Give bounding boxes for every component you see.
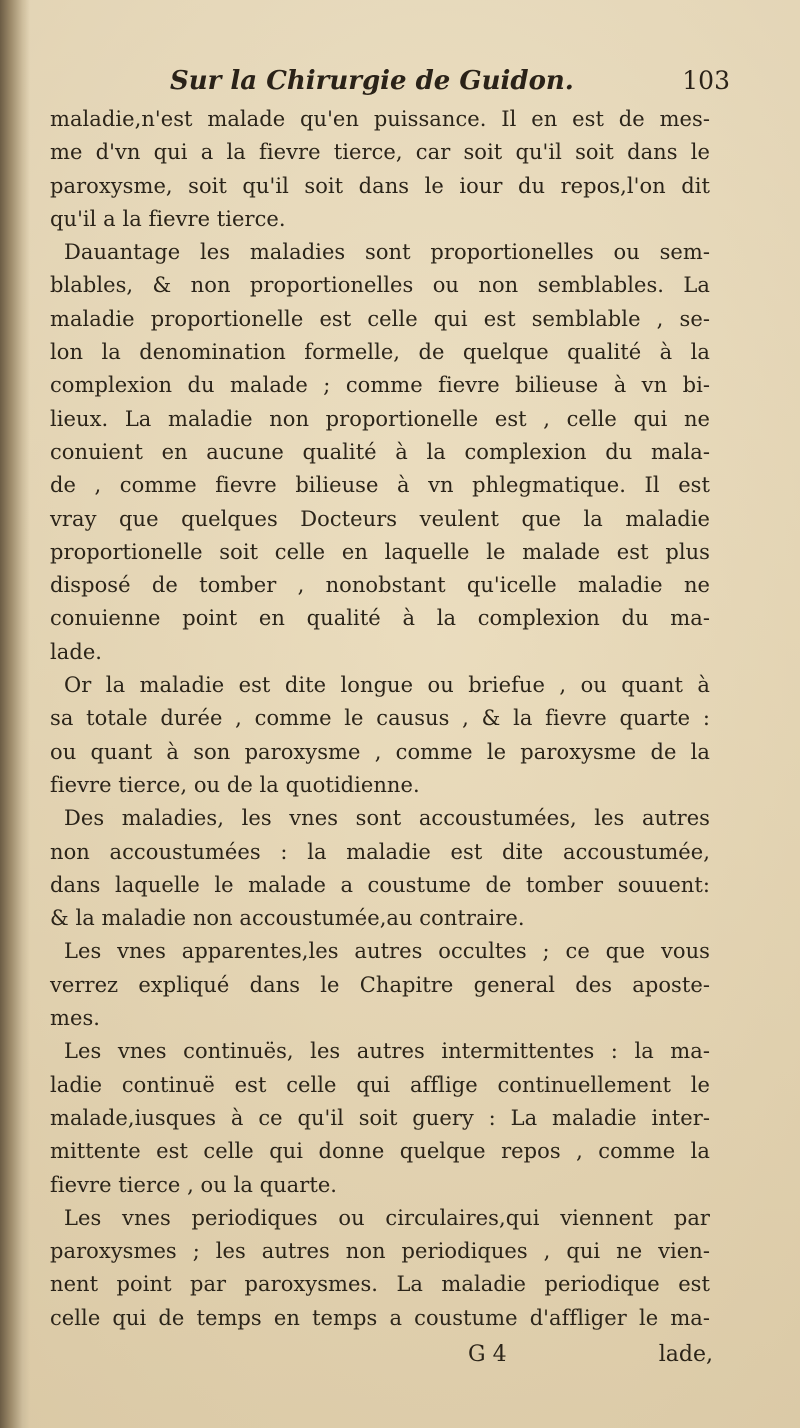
text-line: proportionelle soit celle en laquelle le malade est plus: [50, 539, 710, 564]
text-line: conuienne point en qualité à la complexion du ma-: [50, 606, 710, 631]
text-line: blables, & non proportionelles ou non semblables. La: [50, 273, 710, 298]
text-line: lieux. La maladie non proportionelle est , celle qui ne: [50, 406, 710, 431]
text-line: disposé de tomber , nonobstant qu'icelle maladie ne: [50, 573, 710, 598]
text-line: fievre tierce , ou la quarte.: [50, 1172, 338, 1197]
text-line: Dauantage les maladies sont proportionelles ou sem-: [64, 240, 710, 265]
text-line: complexion du malade ; comme fievre bilieuse à vn bi-: [50, 373, 710, 398]
text-line: dans laquelle le malade a coustume de tomber souuent:: [50, 872, 710, 897]
text-line: paroxysme, soit qu'il soit dans le iour du repos,l'on dit: [50, 173, 710, 198]
text-line: lade.: [50, 639, 103, 664]
text-line: Or la maladie est dite longue ou briefue , ou quant à: [64, 673, 710, 698]
text-line: paroxysmes ; les autres non periodiques , qui ne vien-: [50, 1239, 710, 1264]
text-line: ladie continuë est celle qui afflige continuellement le: [50, 1072, 710, 1097]
text-line: vray que quelques Docteurs veulent que la maladie: [50, 506, 710, 531]
body-text: [50, 103, 710, 1335]
text-line: Les vnes apparentes,les autres occultes ; ce que vous: [64, 939, 710, 964]
text-line: mittente est celle qui donne quelque repos , comme la: [50, 1139, 710, 1164]
text-line: ou quant à son paroxysme , comme le paroxysme de la: [50, 739, 710, 764]
text-line: Des maladies, les vnes sont accoustumées, les autres: [64, 806, 710, 831]
catchword: lade,: [658, 1342, 713, 1367]
text-line: Les vnes continuës, les autres intermittentes : la ma-: [64, 1039, 710, 1064]
page-header: [170, 62, 730, 102]
text-line: mes.: [50, 1006, 100, 1031]
text-line: verrez expliqué dans le Chapitre general des aposte-: [50, 972, 710, 997]
text-line: celle qui de temps en temps a coustume d'affliger le ma-: [50, 1305, 710, 1330]
text-line: non accoustumées : la maladie est dite accoustumée,: [50, 839, 710, 864]
text-line: Les vnes periodiques ou circulaires,qui viennent par: [64, 1205, 710, 1230]
text-line: fievre tierce, ou de la quotidienne.: [50, 772, 420, 797]
text-line: maladie proportionelle est celle qui est semblable , se-: [50, 306, 710, 331]
page-number: 103: [682, 66, 730, 95]
page-footer: [468, 1342, 713, 1376]
text-line: & la maladie non accoustumée,au contraire.: [50, 906, 525, 931]
text-line: nent point par paroxysmes. La maladie periodique est: [50, 1272, 710, 1297]
signature-mark: G 4: [468, 1342, 507, 1367]
text-line: qu'il a la fievre tierce.: [50, 206, 286, 231]
running-title: Sur la Chirurgie de Guidon.: [170, 66, 574, 96]
text-line: sa totale durée , comme le causus , & la fievre quarte :: [50, 706, 710, 731]
text-line: me d'vn qui a la fievre tierce, car soit qu'il soit dans le: [50, 140, 710, 165]
text-line: malade,iusques à ce qu'il soit guery : La maladie inter-: [50, 1105, 710, 1130]
binding-gutter: [0, 0, 30, 1428]
text-line: lon la denomination formelle, de quelque qualité à la: [50, 340, 710, 365]
text-line: maladie,n'est malade qu'en puissance. Il en est de mes-: [50, 107, 710, 131]
text-line: de , comme fievre bilieuse à vn phlegmatique. Il est: [50, 473, 710, 498]
text-line: conuient en aucune qualité à la complexion du mala-: [50, 439, 710, 464]
